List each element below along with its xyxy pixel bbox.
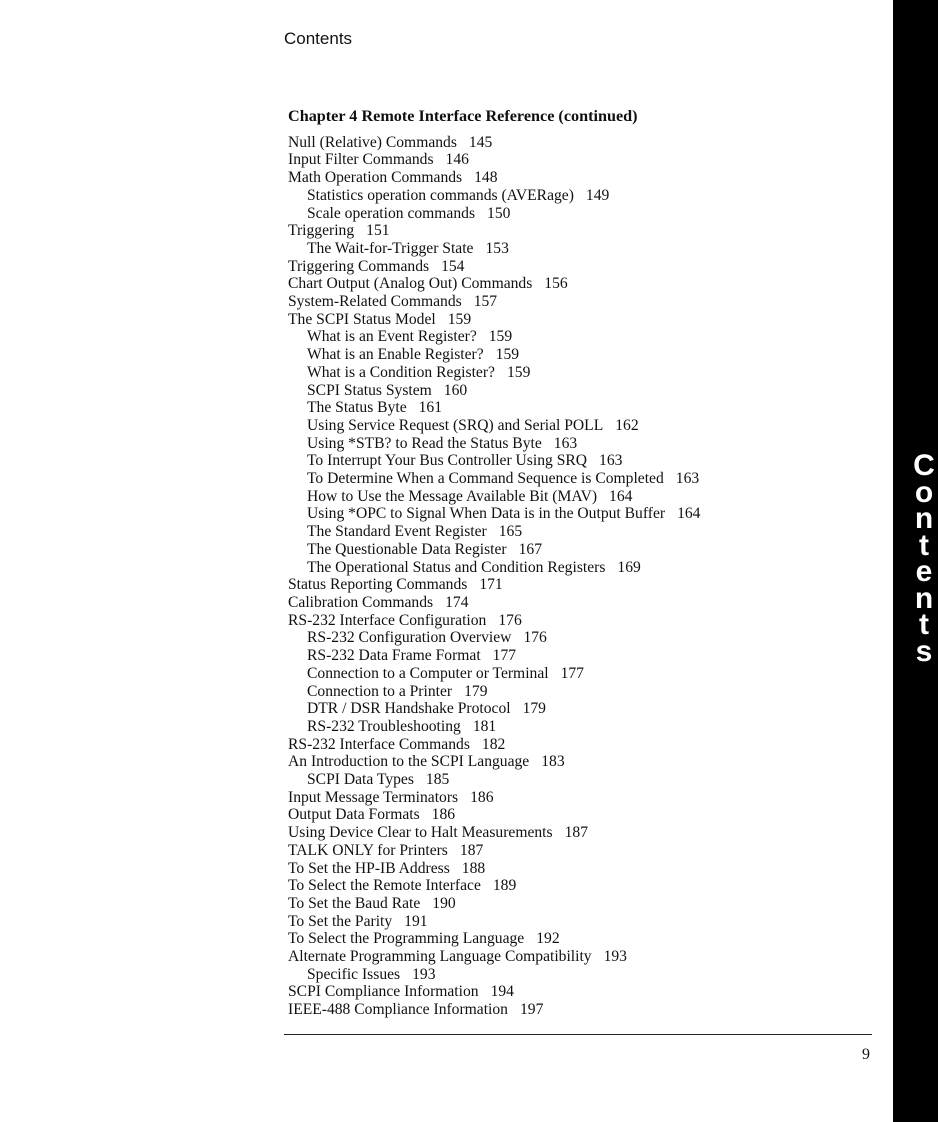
toc-entry-title: RS-232 Interface Commands: [288, 735, 470, 753]
toc-entry[interactable]: [288, 417, 700, 435]
toc-entry-page: 182: [481, 735, 506, 753]
toc-entry-page: 154: [441, 257, 465, 275]
toc-entry[interactable]: [288, 647, 700, 665]
toc-entry[interactable]: [288, 753, 700, 771]
toc-entry[interactable]: [288, 665, 700, 683]
toc-entry-page: 160: [443, 381, 468, 399]
toc-entry-page: 163: [553, 434, 578, 452]
toc-entry-title: The Standard Event Register: [307, 523, 487, 541]
toc-entry-title: Math Operation Commands: [288, 169, 463, 187]
toc-entry-title: TALK ONLY for Printers: [288, 841, 448, 859]
toc-entry[interactable]: [288, 364, 700, 382]
toc-entry-page: 146: [445, 151, 469, 169]
toc-entry-page: 167: [518, 540, 543, 558]
toc-entry-title: System-Related Commands: [288, 293, 462, 311]
toc-entry-title: An Introduction to the SCPI Language: [288, 753, 530, 771]
toc-entry-page: 186: [470, 788, 494, 806]
toc-entry[interactable]: [288, 205, 700, 223]
toc-entry[interactable]: [288, 222, 700, 240]
toc-entry-page: 163: [675, 470, 700, 488]
toc-entry[interactable]: [288, 948, 700, 966]
toc-entry[interactable]: [288, 1001, 700, 1019]
toc-entry-page: 193: [412, 965, 436, 983]
toc-entry-page: 179: [464, 682, 488, 700]
toc-entry[interactable]: [288, 612, 700, 630]
toc-entry-list: [288, 134, 700, 1019]
toc-entry-title: SCPI Data Types: [307, 771, 414, 789]
toc-entry[interactable]: [288, 523, 700, 541]
toc-entry-page: 187: [564, 824, 588, 842]
toc-entry-page: 153: [485, 239, 509, 257]
toc-entry-title: Chart Output (Analog Out) Commands: [288, 275, 533, 293]
toc-entry-title: To Interrupt Your Bus Controller Using SRQ: [307, 452, 588, 470]
toc-entry-page: 156: [544, 275, 568, 293]
toc-entry-title: RS-232 Interface Configuration: [288, 611, 487, 629]
toc-entry-title: SCPI Compliance Information: [288, 983, 479, 1001]
toc-entry-title: To Determine When a Command Sequence is Completed: [307, 470, 664, 488]
toc-entry-title: Statistics operation commands (AVERage): [307, 186, 574, 204]
toc-entry-page: 179: [522, 700, 546, 718]
toc-entry-title: RS-232 Troubleshooting: [307, 717, 461, 735]
toc-entry-title: To Set the Baud Rate: [288, 894, 421, 912]
toc-entry[interactable]: [288, 240, 700, 258]
toc-entry-title: The Wait-for-Trigger State: [307, 239, 474, 257]
toc-entry-title: Using *STB? to Read the Status Byte: [307, 434, 542, 452]
toc-entry-page: 176: [523, 629, 547, 647]
toc-entry[interactable]: [288, 629, 700, 647]
toc-entry[interactable]: [288, 399, 700, 417]
page-number: 9: [862, 1046, 870, 1063]
toc-entry-page: 149: [585, 186, 610, 204]
toc-entry-page: 192: [536, 930, 560, 948]
toc-entry-title: DTR / DSR Handshake Protocol: [307, 700, 511, 718]
toc-entry-page: 162: [615, 416, 639, 434]
toc-entry[interactable]: [288, 789, 700, 807]
toc-entry-title: Null (Relative) Commands: [288, 133, 457, 151]
toc-entry[interactable]: [288, 930, 700, 948]
toc-entry-title: What is an Enable Register?: [307, 346, 484, 364]
toc-entry[interactable]: [288, 258, 700, 276]
toc-entry-page: 163: [599, 452, 623, 470]
toc-entry[interactable]: [288, 346, 700, 364]
toc-entry-page: 169: [617, 558, 641, 576]
side-tab-letter: n: [914, 502, 934, 535]
toc-entry-title: Using Service Request (SRQ) and Serial POLL: [307, 416, 604, 434]
toc-entry-page: 164: [609, 487, 633, 505]
toc-entry-title: How to Use the Message Available Bit (MAV): [307, 487, 598, 505]
toc-entry[interactable]: [288, 683, 700, 701]
toc-entry[interactable]: [288, 877, 700, 895]
toc-entry-title: Using *OPC to Signal When Data is in the Output Buffer: [307, 505, 666, 523]
toc-entry-page: 183: [541, 753, 565, 771]
toc-entry[interactable]: [288, 806, 700, 824]
toc-entry[interactable]: [288, 187, 700, 205]
toc-entry-page: 171: [479, 576, 503, 594]
toc-entry[interactable]: [288, 328, 700, 346]
toc-entry[interactable]: [288, 860, 700, 878]
running-head: Contents: [284, 29, 353, 48]
toc-entry-page: 174: [445, 593, 469, 611]
chapter-heading: Chapter 4 Remote Interface Reference (continued): [288, 107, 638, 125]
side-tab-letter: e: [915, 555, 933, 588]
toc-entry-title: To Select the Programming Language: [288, 930, 525, 948]
toc-entry-page: 159: [488, 328, 513, 346]
toc-entry[interactable]: [288, 576, 700, 594]
toc-entry-page: 177: [492, 647, 517, 665]
toc-entry-title: The Status Byte: [307, 399, 407, 417]
toc-entry-title: To Set the HP-IB Address: [288, 859, 450, 877]
toc-entry-title: Input Message Terminators: [288, 788, 459, 806]
toc-entry[interactable]: [288, 470, 700, 488]
toc-entry[interactable]: [288, 382, 700, 400]
toc-entry-page: 150: [487, 204, 511, 222]
toc-entry-title: Alternate Programming Language Compatibility: [288, 948, 592, 966]
toc-entry-page: 186: [431, 806, 456, 824]
toc-entry-page: 159: [447, 310, 472, 328]
side-tab-letter: t: [919, 528, 929, 562]
toc-entry[interactable]: [288, 435, 700, 453]
toc-entry[interactable]: [288, 151, 700, 169]
toc-entry[interactable]: [288, 736, 700, 754]
toc-entry-title: Specific Issues: [307, 965, 401, 983]
toc-entry-title: Input Filter Commands: [288, 151, 434, 169]
toc-entry-page: 194: [490, 983, 514, 1001]
toc-entry[interactable]: [288, 895, 700, 913]
toc-entry-title: Status Reporting Commands: [288, 576, 468, 594]
side-tab-letter: s: [915, 634, 933, 668]
side-tab-letter: o: [914, 475, 934, 509]
toc-entry-title: Connection to a Computer or Terminal: [307, 664, 549, 682]
toc-entry[interactable]: [288, 275, 700, 293]
toc-entry-title: Output Data Formats: [288, 806, 420, 824]
toc-entry-page: 148: [474, 169, 498, 187]
toc-entry-page: 185: [425, 771, 450, 789]
toc-entry-page: 176: [498, 611, 522, 629]
toc-entry-title: Scale operation commands: [307, 204, 476, 222]
toc-entry[interactable]: [288, 505, 700, 523]
footer-rule: [284, 1034, 872, 1035]
toc-entry-page: 181: [472, 717, 497, 735]
toc-entry-title: The Operational Status and Condition Registers: [307, 558, 606, 576]
toc-entry-title: To Select the Remote Interface: [288, 877, 481, 895]
side-tab-letter: t: [919, 608, 929, 641]
side-tab-label: [910, 449, 938, 668]
toc-entry[interactable]: [288, 771, 700, 789]
toc-entry-page: 159: [506, 363, 531, 381]
toc-entry-title: SCPI Status System: [307, 381, 432, 399]
toc-entry-title: Connection to a Printer: [307, 682, 453, 700]
side-tab-letter: n: [914, 581, 934, 615]
toc-entry[interactable]: [288, 452, 700, 470]
toc-entry[interactable]: [288, 488, 700, 506]
toc-entry-page: 165: [498, 523, 523, 541]
toc-entry-title: RS-232 Configuration Overview: [307, 629, 512, 647]
toc-entry-title: The Questionable Data Register: [307, 540, 507, 558]
toc-entry-title: The SCPI Status Model: [288, 310, 436, 328]
toc-entry-page: 177: [560, 664, 584, 682]
toc-entry-page: 197: [519, 1001, 544, 1019]
toc-entry-page: 145: [468, 133, 493, 151]
toc-entry[interactable]: [288, 700, 700, 718]
toc-entry[interactable]: [288, 559, 700, 577]
toc-entry[interactable]: [288, 541, 700, 559]
toc-entry[interactable]: [288, 718, 700, 736]
toc-entry-page: 159: [495, 346, 520, 364]
toc-entry[interactable]: [288, 983, 700, 1001]
toc-entry[interactable]: [288, 842, 700, 860]
toc-entry-title: Triggering Commands: [288, 257, 430, 275]
toc-entry-title: To Set the Parity: [288, 912, 393, 930]
toc-entry-title: Using Device Clear to Halt Measurements: [288, 824, 553, 842]
toc-entry[interactable]: [288, 594, 700, 612]
side-tab-letter: C: [913, 449, 935, 482]
toc-entry[interactable]: [288, 824, 700, 842]
toc-entry-page: 151: [366, 222, 390, 240]
toc-entry-page: 164: [677, 505, 701, 523]
toc-entry-page: 191: [404, 912, 428, 930]
toc-entry[interactable]: [288, 311, 700, 329]
toc-entry-page: 187: [459, 841, 484, 859]
toc-entry-page: 193: [603, 948, 627, 966]
toc-entry[interactable]: [288, 134, 700, 152]
toc-entry[interactable]: [288, 966, 700, 984]
toc-entry-title: Calibration Commands: [288, 593, 434, 611]
toc-entry-title: What is a Condition Register?: [307, 363, 495, 381]
toc-entry[interactable]: [288, 169, 700, 187]
toc-entry[interactable]: [288, 913, 700, 931]
toc-entry-title: RS-232 Data Frame Format: [307, 647, 481, 665]
toc-entry-page: 190: [432, 894, 456, 912]
toc-entry-title: What is an Event Register?: [307, 328, 477, 346]
toc-entry-page: 189: [492, 877, 517, 895]
table-of-contents: [288, 108, 700, 1019]
toc-entry-page: 188: [461, 859, 486, 877]
toc-entry[interactable]: [288, 293, 700, 311]
toc-entry-page: 161: [418, 399, 443, 417]
toc-entry-title: IEEE-488 Compliance Information: [288, 1001, 508, 1019]
toc-entry-title: Triggering: [288, 222, 355, 240]
toc-entry-page: 157: [473, 293, 498, 311]
